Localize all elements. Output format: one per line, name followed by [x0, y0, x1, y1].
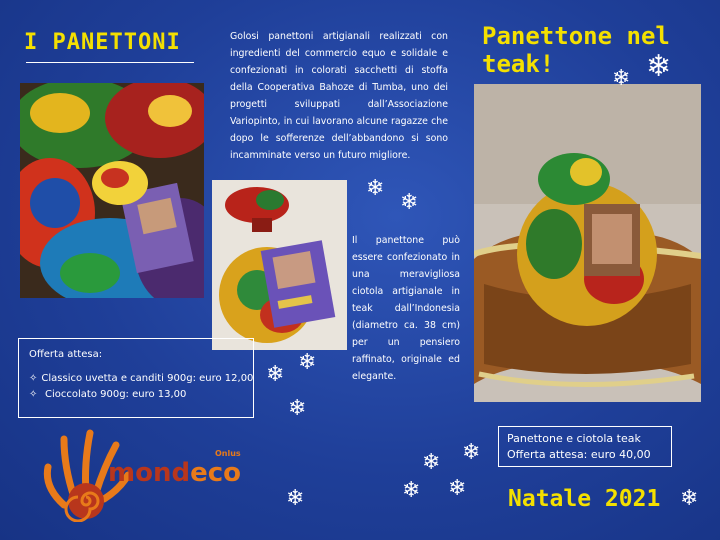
- four-point-star-icon: ✧: [29, 389, 38, 400]
- teak-offer-line: Panettone e ciotola teak: [507, 432, 641, 445]
- offer-item: [29, 371, 254, 387]
- teak-title: Panettone nel teak!: [482, 22, 670, 78]
- title-underline: [26, 62, 194, 63]
- snowflake-icon: ❄: [402, 478, 421, 503]
- offer-title: Offerta attesa:: [29, 349, 103, 360]
- footer-title: Natale 2021: [508, 486, 661, 512]
- snowflake-icon: ❄: [448, 476, 467, 501]
- snowflake-icon: ❄: [680, 486, 699, 511]
- teak-offer-price: Offerta attesa: euro 40,00: [507, 448, 651, 461]
- snowflake-icon: ❄: [612, 66, 631, 91]
- snowflake-icon: ❄: [366, 176, 385, 201]
- snowflake-icon: ❄: [646, 49, 672, 84]
- teak-bowl-photo: [474, 84, 701, 402]
- intro-paragraph: Golosi panettoni artigianali realizzati con ingredienti del commercio equo e solidale e confezionati in colorati sacchetti di stoffa della Cooperativa Bahoze di Tumba, uno dei progetti sviluppati dall’Associazione Variopinto, in cui lavorano alcune ragazze che dopo le sofferenze dell’abbandono si sono incamminate verso un futuro migliore.: [230, 31, 448, 161]
- offer-box: [18, 338, 254, 418]
- logo-tag: Onlus: [215, 449, 241, 458]
- teak-description: Il panettone può essere confezionato in una meravigliosa ciotola artigianale in teak dall’Indonesia (diametro ca. 38 cm) per un pensiero raffinato, originale ed elegante.: [352, 235, 460, 382]
- logo-name-part: mond: [108, 458, 191, 488]
- page-title: I PANETTONI: [24, 30, 181, 55]
- snowflake-icon: ❄: [298, 350, 317, 375]
- offer-item-label: Cioccolato 900g: euro 13,00: [45, 389, 187, 400]
- snowflake-icon: ❄: [462, 440, 481, 465]
- snowflake-icon: ❄: [288, 396, 307, 421]
- offer-item: [29, 387, 243, 403]
- logo-wordmark: [108, 458, 241, 488]
- single-panettone-photo: [212, 180, 347, 350]
- offer-item-label: Classico uvetta e canditi 900g: euro 12,00: [41, 373, 254, 384]
- snowflake-icon: ❄: [422, 450, 441, 475]
- teak-offer-box: [498, 426, 672, 467]
- four-point-star-icon: ✧: [29, 373, 38, 384]
- snowflake-icon: ❄: [400, 190, 419, 215]
- logo-name-part: eco: [190, 458, 241, 488]
- panettoni-stack-photo: [20, 83, 204, 298]
- snowflake-icon: ❄: [266, 362, 285, 387]
- snowflake-icon: ❄: [286, 486, 305, 511]
